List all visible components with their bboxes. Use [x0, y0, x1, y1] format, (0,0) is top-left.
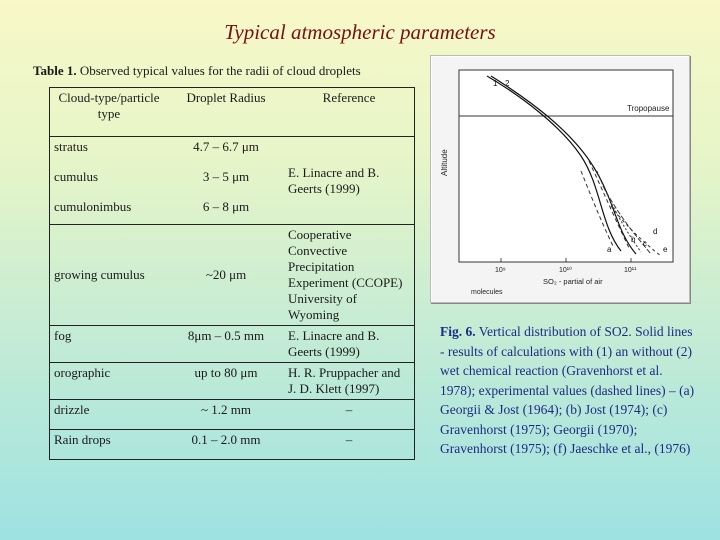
- table-caption-text: Observed typical values for the radii of cloud droplets: [79, 63, 361, 78]
- table-caption: [33, 63, 361, 79]
- so2-profile-plot: [431, 56, 689, 302]
- row-type: Rain drops: [50, 430, 169, 460]
- row-radius: 3 – 5 μm: [202, 168, 250, 184]
- x-tick-3: 10¹¹: [624, 267, 637, 274]
- header-reference: Reference: [284, 88, 415, 137]
- table-row: [50, 363, 415, 400]
- row-radius: up to 80 μm: [168, 363, 284, 400]
- row-reference: –: [284, 430, 415, 460]
- curve-label-e: e: [663, 245, 668, 254]
- row-reference: –: [284, 400, 415, 430]
- curve-label-a: a: [607, 245, 612, 254]
- table-row: [50, 430, 415, 460]
- row-type: growing cumulus: [50, 225, 169, 326]
- row-type: fog: [50, 326, 169, 363]
- cloud-droplet-table: [49, 87, 415, 460]
- table-row: [50, 137, 415, 167]
- curve-label-b: b: [631, 235, 636, 244]
- row-type: cumulonimbus: [54, 198, 132, 214]
- curve-label-1: 1: [493, 79, 498, 88]
- row-reference: E. Linacre and B. Geerts (1999): [288, 164, 380, 196]
- x-axis-label: SO₂ - partial of air: [543, 277, 603, 286]
- curve-label-c: c: [643, 239, 647, 248]
- x-tick-1: 10⁹: [495, 267, 506, 274]
- row-radius: ~ 1.2 mm: [168, 400, 284, 430]
- figure-caption-label: Fig. 6.: [440, 324, 476, 339]
- so2-profile-figure: [430, 55, 690, 303]
- row-radius: ~20 μm: [168, 225, 284, 326]
- row-type: orographic: [50, 363, 169, 400]
- page-title: Typical atmospheric parameters: [224, 20, 496, 44]
- curve-label-2: 2: [505, 79, 510, 88]
- row-type: stratus: [54, 139, 88, 154]
- curve-label-d: d: [653, 227, 658, 236]
- row-type: cumulus: [54, 168, 99, 184]
- row-reference: E. Linacre and B. Geerts (1999): [284, 326, 415, 363]
- row-radius: 0.1 – 2.0 mm: [168, 430, 284, 460]
- table-row: [50, 326, 415, 363]
- header-droplet-radius: Droplet Radius: [168, 88, 284, 137]
- header-cloud-type: Cloud-type/particle type: [50, 88, 169, 137]
- tropopause-label: Tropopause: [627, 104, 670, 113]
- plot-area: [459, 70, 673, 262]
- x-axis-units: molecules: [471, 289, 503, 296]
- figure-caption-text: Vertical distribution of SO2. Solid lines - results of calculations with (1) an without (2) wet chemical reaction (Gravenhorst et al. 1978); experimental values (dashed lines) – (a) Georgii & Jost (1964); (b) Jost (1974); (c) Gravenhorst (1975); Georgii (1970); Gravenhorst (1975); (f) Jaeschke et al., (1976): [440, 324, 695, 456]
- row-radius: 6 – 8 μm: [202, 198, 250, 214]
- row-radius: 4.7 – 6.7 μm: [193, 139, 259, 154]
- table-caption-label: Table 1.: [33, 63, 77, 78]
- figure-caption: [440, 322, 700, 459]
- table-header-row: [50, 88, 415, 137]
- x-tick-2: 10¹⁰: [559, 267, 572, 274]
- y-axis-label: Altitude: [440, 149, 449, 176]
- row-reference: H. R. Pruppacher and J. D. Klett (1997): [284, 363, 415, 400]
- row-reference: Cooperative Convective Precipitation Experiment (CCOPE) University of Wyoming: [284, 225, 415, 326]
- table-row: [50, 400, 415, 430]
- table-row: [50, 225, 415, 326]
- row-radius: 8μm – 0.5 mm: [168, 326, 284, 363]
- row-type: drizzle: [50, 400, 169, 430]
